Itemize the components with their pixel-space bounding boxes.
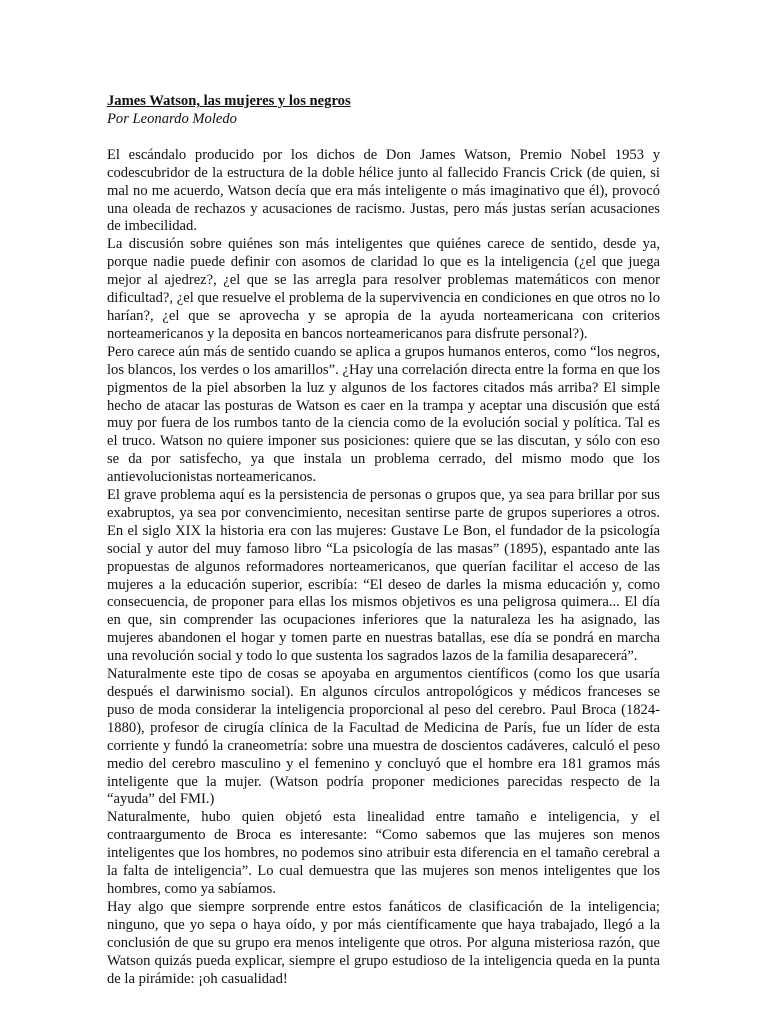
article-title: James Watson, las mujeres y los negros <box>107 93 351 109</box>
paragraph-5: Naturalmente este tipo de cosas se apoyaba en argumentos científicos (como los que usaría después el darwinismo social). En algunos círculos antropológicos y médicos franceses se puso de moda considerar la inteligencia proporcional al peso del cerebro. Paul Broca (1824-1880), profesor de cirugía clínica de la Facultad de Medicina de París, fue un líder de esta corriente y fundó la craneometría: sobre una muestra de doscientos cadáveres, calculó el peso medio del cerebro masculino y el femenino y concluyó que el hombre era 181 gramos más inteligente que la mujer. (Watson podría proponer mediciones parecidas respecto de la “ayuda” del FMI.) <box>107 666 660 808</box>
paragraph-2: La discusión sobre quiénes son más inteligentes que quiénes carece de sentido, desde ya, porque nadie puede definir con asomos de claridad lo que es la inteligencia (¿el que juega mejor al ajedrez?, ¿el que se las arregla para resolver problemas matemáticos con menor dificultad?, ¿el que resuelve el problema de la supervivencia en condiciones en que otros no lo harían?, ¿el que se aprovecha y se apropia de la ayuda norteamericana con criterios norteamericanos y la deposita en bancos norteamericanos para disfrute personal?). <box>107 236 660 342</box>
document-page <box>107 93 660 988</box>
paragraph-1: El escándalo producido por los dichos de Don James Watson, Premio Nobel 1953 y codescubridor de la estructura de la doble hélice junto al fallecido Francis Crick (de quien, si mal no me acuerdo, Watson decía que era más inteligente o más imaginativo que él), provocó una oleada de rechazos y acusaciones de racismo. Justas, pero más justas serían acusaciones de imbecilidad. <box>107 146 660 235</box>
paragraph-6: Naturalmente, hubo quien objetó esta linealidad entre tamaño e inteligencia, y el contraargumento de Broca es interesante: “Como sabemos que las mujeres son menos inteligentes que los hombres, no podemos sino atribuir esta diferencia en el tamaño cerebral a la falta de inteligencia”. Lo cual demuestra que las mujeres son menos inteligentes que los hombres, como ya sabíamos. <box>107 809 660 897</box>
article-byline: Por Leonardo Moledo <box>107 110 237 127</box>
paragraph-4: El grave problema aquí es la persistencia de personas o grupos que, ya sea para brillar por sus exabruptos, ya sea por convencimiento, necesitan sentirse parte de grupos superiores a otros. En el siglo XIX la historia era con las mujeres: Gustave Le Bon, el fundador de la psicología social y autor del muy famoso libro “La psicología de las masas” (1895), espantado ante las propuestas de algunos reformadores norteamericanos, que querían facilitar el acceso de las mujeres a la educación superior, escribía: “El deseo de darles la misma educación y, como consecuencia, de proponer para ellas los mismos objetivos es una peligrosa quimera... El día en que, sin comprender las ocupaciones inferiores que la naturaleza les ha asignado, las mujeres abandonen el hogar y tomen parte en nuestras batallas, ese día se pondrá en marcha una revolución social y todo lo que sustenta los sagrados lazos de la familia desaparecerá”. <box>107 487 660 665</box>
paragraph-7: Hay algo que siempre sorprende entre estos fanáticos de clasificación de la inteligencia; ninguno, que yo sepa o haya oído, y por más científicamente que haya trabajado, llegó a la conclusión de que su grupo era menos inteligente que otros. Por alguna misteriosa razón, que Watson quizás pueda explicar, siempre el grupo estudioso de la inteligencia queda en la punta de la pirámide: ¡oh casualidad! <box>107 898 660 987</box>
paragraph-3: Pero carece aún más de sentido cuando se aplica a grupos humanos enteros, como “los negros, los blancos, los verdes o los amarillos”. ¿Hay una correlación directa entre la forma en que los pigmentos de la piel absorben la luz y algunos de los factores citados más arriba? El simple hecho de atacar las posturas de Watson es caer en la trampa y aceptar una discusión que está muy por fuera de los rumbos tanto de la ciencia como de la evolución social y política. Tal es el truco. Watson no quiere imponer sus posiciones: quiere que se las discutan, y sólo con eso se da por satisfecho, ya que instala un problema cerrado, del mismo modo que los antievolucionistas norteamericanos. <box>107 343 660 486</box>
